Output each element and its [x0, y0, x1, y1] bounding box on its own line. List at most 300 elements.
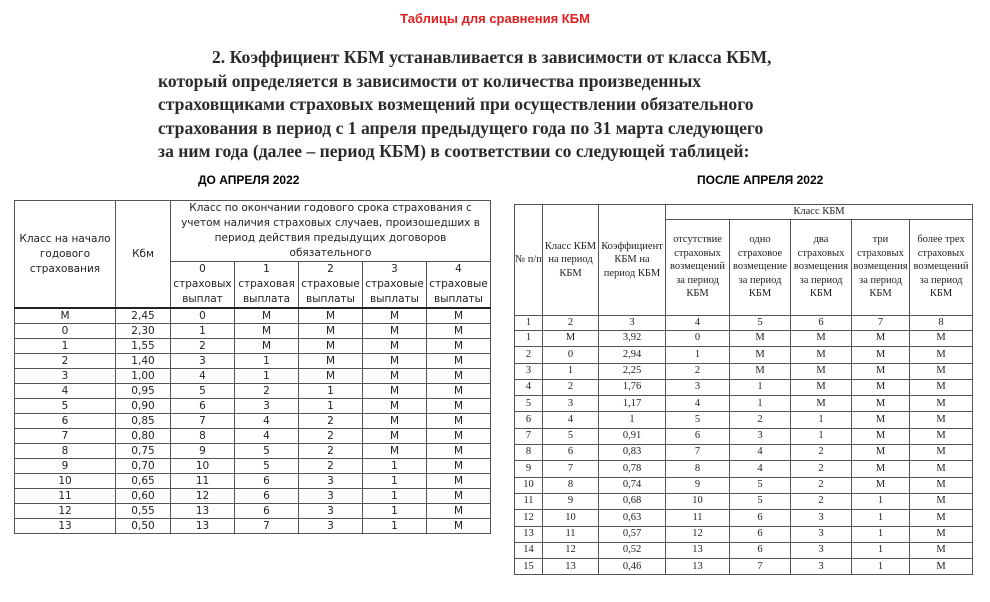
- table-cell: 11: [515, 493, 543, 509]
- table-row: [515, 347, 973, 363]
- table-cell: 3: [791, 510, 852, 526]
- table-cell: 8: [666, 461, 730, 477]
- table-cell: 1: [363, 504, 427, 519]
- table-cell: 15: [515, 559, 543, 575]
- table-cell: М: [427, 339, 491, 354]
- table-cell: М: [910, 347, 973, 363]
- table-cell: 3: [299, 489, 363, 504]
- table-cell: 5: [543, 428, 599, 444]
- table-row: [515, 363, 973, 379]
- table-cell: 0,46: [599, 559, 666, 575]
- table-cell: 10: [515, 477, 543, 493]
- table-row: [515, 379, 973, 395]
- subheader-number: 2: [327, 263, 334, 275]
- table-cell: 13: [171, 519, 235, 534]
- table-cell: 13: [666, 559, 730, 575]
- table-cell: 2: [666, 363, 730, 379]
- table-cell: 0,80: [116, 429, 171, 444]
- table-cell: 2: [515, 347, 543, 363]
- table-cell: М: [543, 331, 599, 347]
- subheader-more-than-three-claims: более трех страховых возмещений за период КБМ: [910, 219, 973, 315]
- table-cell: 4: [235, 414, 299, 429]
- table-cell: 1,17: [599, 396, 666, 412]
- table-cell: 2: [15, 354, 116, 369]
- column-number-cell: 1: [515, 315, 543, 331]
- table-cell: 8: [171, 429, 235, 444]
- table-cell: 13: [666, 542, 730, 558]
- table-cell: М: [852, 363, 910, 379]
- table-cell: 1: [791, 428, 852, 444]
- subheader-number: 3: [391, 263, 398, 275]
- table-cell: М: [852, 428, 910, 444]
- table-cell: М: [791, 347, 852, 363]
- table-cell: 0,65: [116, 474, 171, 489]
- table-cell: М: [15, 308, 116, 324]
- table-cell: М: [910, 428, 973, 444]
- table-cell: М: [427, 429, 491, 444]
- table-cell: 1,40: [116, 354, 171, 369]
- table-cell: М: [299, 324, 363, 339]
- table-cell: М: [363, 429, 427, 444]
- table-cell: 0,74: [599, 477, 666, 493]
- table-cell: 3: [299, 504, 363, 519]
- table-row: [515, 510, 973, 526]
- table-cell: 1: [852, 510, 910, 526]
- table-row: [15, 519, 491, 534]
- table-cell: 0,91: [599, 428, 666, 444]
- table-cell: 5: [235, 459, 299, 474]
- table-cell: 4: [543, 412, 599, 428]
- table-cell: 4: [15, 384, 116, 399]
- table-cell: 6: [730, 526, 791, 542]
- subheader-three-claims: три страховых возмещения за период КБМ: [852, 219, 910, 315]
- paragraph-line: страхования в период с 1 апреля предыдущего года по 31 марта следующего: [158, 117, 764, 138]
- table-cell: 1: [730, 396, 791, 412]
- table-row: [515, 412, 973, 428]
- table-cell: М: [852, 445, 910, 461]
- table-cell: М: [363, 324, 427, 339]
- table-cell: 11: [15, 489, 116, 504]
- table-cell: 3: [15, 369, 116, 384]
- kbm-table-after-april-2022: [514, 204, 973, 575]
- table-cell: М: [427, 504, 491, 519]
- table-cell: 2: [235, 384, 299, 399]
- table-cell: 10: [171, 459, 235, 474]
- table-cell: М: [791, 379, 852, 395]
- table-cell: 13: [171, 504, 235, 519]
- table-cell: 8: [543, 477, 599, 493]
- table-cell: М: [791, 396, 852, 412]
- table-cell: 11: [666, 510, 730, 526]
- table-row: [15, 308, 491, 324]
- table-cell: 4: [730, 445, 791, 461]
- table-row: [515, 461, 973, 477]
- table-cell: 6: [666, 428, 730, 444]
- table-row: [515, 559, 973, 575]
- table-cell: М: [852, 461, 910, 477]
- table-cell: 2: [543, 379, 599, 395]
- table-cell: 1: [299, 399, 363, 414]
- table-cell: 7: [666, 445, 730, 461]
- table-cell: М: [910, 493, 973, 509]
- table-cell: 12: [171, 489, 235, 504]
- table-row: [515, 542, 973, 558]
- table-cell: М: [427, 414, 491, 429]
- table-cell: 0: [543, 347, 599, 363]
- table-cell: 1: [543, 363, 599, 379]
- table-row: [15, 489, 491, 504]
- table-cell: М: [910, 379, 973, 395]
- table-cell: 9: [543, 493, 599, 509]
- table-cell: 3: [515, 363, 543, 379]
- table-cell: 2: [791, 445, 852, 461]
- table-cell: 0: [171, 308, 235, 324]
- column-header-number: № п/п: [515, 205, 543, 316]
- table-cell: 0,90: [116, 399, 171, 414]
- table-cell: 4: [171, 369, 235, 384]
- table-cell: 9: [515, 461, 543, 477]
- table-cell: 2,45: [116, 308, 171, 324]
- column-header-class: Класс КБМ на период КБМ: [543, 205, 599, 316]
- table-cell: 0,68: [599, 493, 666, 509]
- table-cell: 6: [515, 412, 543, 428]
- table-cell: М: [791, 331, 852, 347]
- table-cell: 8: [515, 445, 543, 461]
- table-cell: 6: [171, 399, 235, 414]
- table-cell: 9: [171, 444, 235, 459]
- column-number-cell: 7: [852, 315, 910, 331]
- table-row: [15, 504, 491, 519]
- subheader-number: 4: [455, 263, 462, 275]
- table-cell: 0,78: [599, 461, 666, 477]
- table-cell: М: [427, 459, 491, 474]
- subheader-text: страховые выплаты: [429, 278, 488, 305]
- table-cell: 0,75: [116, 444, 171, 459]
- table-row: [515, 477, 973, 493]
- table-cell: 0,95: [116, 384, 171, 399]
- table-cell: 0,70: [116, 459, 171, 474]
- table-cell: 7: [15, 429, 116, 444]
- table-cell: 11: [171, 474, 235, 489]
- table-cell: 0,83: [599, 445, 666, 461]
- table-cell: М: [427, 384, 491, 399]
- table-cell: 3: [235, 399, 299, 414]
- table-cell: 2: [791, 493, 852, 509]
- table-cell: 1: [363, 459, 427, 474]
- table-cell: 2: [299, 459, 363, 474]
- table-cell: М: [363, 354, 427, 369]
- subheader-1-payout: [235, 262, 299, 309]
- table-cell: М: [299, 339, 363, 354]
- table-cell: М: [910, 477, 973, 493]
- table-cell: М: [427, 354, 491, 369]
- table-row: [15, 384, 491, 399]
- table-cell: М: [363, 308, 427, 324]
- left-table-heading: ДО АПРЕЛЯ 2022: [198, 173, 300, 187]
- table-cell: М: [910, 363, 973, 379]
- table-cell: М: [910, 331, 973, 347]
- table-cell: 1: [235, 369, 299, 384]
- table-cell: М: [730, 331, 791, 347]
- column-number-cell: 4: [666, 315, 730, 331]
- subheader-text: страховые выплаты: [365, 278, 424, 305]
- table-cell: 13: [515, 526, 543, 542]
- table-cell: 3: [791, 542, 852, 558]
- table-cell: 1: [599, 412, 666, 428]
- page-title: Таблицы для сравнения КБМ: [400, 11, 590, 26]
- table-row: [15, 474, 491, 489]
- table-row: [515, 445, 973, 461]
- table-cell: 1: [235, 354, 299, 369]
- table-cell: 9: [15, 459, 116, 474]
- table-cell: 3: [171, 354, 235, 369]
- table-cell: 0,52: [599, 542, 666, 558]
- table-cell: 9: [666, 477, 730, 493]
- table-cell: М: [910, 510, 973, 526]
- table-cell: М: [363, 444, 427, 459]
- table-row: [515, 493, 973, 509]
- table-cell: 2: [791, 461, 852, 477]
- table-cell: М: [852, 347, 910, 363]
- table-cell: 2: [299, 444, 363, 459]
- paragraph-line: за ним года (далее – период КБМ) в соответствии со следующей таблицей:: [158, 141, 750, 161]
- column-number-row: [515, 315, 973, 331]
- table-cell: 6: [730, 542, 791, 558]
- table-cell: 13: [543, 559, 599, 575]
- table-cell: 0: [15, 324, 116, 339]
- table-cell: 6: [543, 445, 599, 461]
- subheader-text: страховая выплата: [238, 278, 295, 305]
- table-cell: 5: [171, 384, 235, 399]
- table-row: [15, 369, 491, 384]
- table-cell: 2: [791, 477, 852, 493]
- subheader-2-payouts: [299, 262, 363, 309]
- subheader-text: страховых выплат: [173, 278, 232, 305]
- table-cell: 2: [730, 412, 791, 428]
- subheader-0-payouts: [171, 262, 235, 309]
- table-cell: 1: [666, 347, 730, 363]
- table-cell: М: [427, 519, 491, 534]
- table-cell: 2,25: [599, 363, 666, 379]
- table-cell: 1: [15, 339, 116, 354]
- table-cell: 6: [15, 414, 116, 429]
- column-header-class-start: Класс на начало годового страхования: [15, 201, 116, 309]
- column-number-cell: 6: [791, 315, 852, 331]
- table-cell: 1: [852, 542, 910, 558]
- table-cell: М: [299, 308, 363, 324]
- table-cell: 0,60: [116, 489, 171, 504]
- right-table-heading: ПОСЛЕ АПРЕЛЯ 2022: [697, 173, 824, 187]
- column-number-cell: 3: [599, 315, 666, 331]
- table-cell: 5: [515, 396, 543, 412]
- table-cell: М: [235, 324, 299, 339]
- table-cell: 3: [791, 559, 852, 575]
- table-cell: 0,57: [599, 526, 666, 542]
- table-cell: М: [299, 369, 363, 384]
- table-cell: 0,63: [599, 510, 666, 526]
- table-cell: М: [910, 412, 973, 428]
- column-number-cell: 2: [543, 315, 599, 331]
- table-cell: М: [427, 444, 491, 459]
- subheader-no-claims: отсутствие страховых возмещений за период КБМ: [666, 219, 730, 315]
- table-cell: 2: [299, 414, 363, 429]
- table-row: [15, 444, 491, 459]
- table-cell: 0: [666, 331, 730, 347]
- table-cell: М: [910, 396, 973, 412]
- table-cell: М: [910, 461, 973, 477]
- table-cell: М: [730, 347, 791, 363]
- paragraph-line: 2. Коэффициент КБМ устанавливается в зависимости от класса КБМ,: [212, 47, 772, 67]
- table-cell: М: [235, 339, 299, 354]
- table-cell: 3,92: [599, 331, 666, 347]
- table-cell: 1: [299, 384, 363, 399]
- table-row: [515, 526, 973, 542]
- table-cell: 7: [730, 559, 791, 575]
- group-header-class-end: Класс по окончании годового срока страхования с учетом наличия страховых случаев, произошедших в период действия предыдущих договоров обязательного: [171, 201, 491, 262]
- table-row: [515, 396, 973, 412]
- table-cell: 1: [363, 489, 427, 504]
- table-row: [15, 414, 491, 429]
- table-cell: 12: [15, 504, 116, 519]
- table-cell: 14: [515, 542, 543, 558]
- table-cell: 3: [666, 379, 730, 395]
- column-number-cell: 8: [910, 315, 973, 331]
- table-cell: 4: [235, 429, 299, 444]
- table-cell: 1: [363, 474, 427, 489]
- table-row: [15, 324, 491, 339]
- table-cell: 2: [171, 339, 235, 354]
- table-cell: 10: [15, 474, 116, 489]
- table-cell: 1: [852, 493, 910, 509]
- table-row: [15, 429, 491, 444]
- subheader-one-claim: одно страховое возмещение за период КБМ: [730, 219, 791, 315]
- table-row: [15, 354, 491, 369]
- table-cell: М: [910, 542, 973, 558]
- table-cell: 1,00: [116, 369, 171, 384]
- table-cell: М: [427, 474, 491, 489]
- table-cell: 1: [363, 519, 427, 534]
- table-cell: 6: [235, 474, 299, 489]
- table-cell: М: [363, 384, 427, 399]
- table-cell: 5: [730, 477, 791, 493]
- table-cell: 7: [515, 428, 543, 444]
- table-cell: 7: [171, 414, 235, 429]
- column-header-coefficient: Коэффициент КБМ на период КБМ: [599, 205, 666, 316]
- table-cell: 4: [515, 379, 543, 395]
- column-number-cell: 5: [730, 315, 791, 331]
- table-cell: 2,30: [116, 324, 171, 339]
- table-cell: 10: [543, 510, 599, 526]
- table-cell: М: [852, 331, 910, 347]
- table-row: [15, 399, 491, 414]
- table-cell: 8: [15, 444, 116, 459]
- table-cell: М: [427, 489, 491, 504]
- paragraph-line: страховщиками страховых возмещений при осуществлении обязательного: [158, 94, 754, 114]
- table-cell: М: [299, 354, 363, 369]
- table-row: [15, 459, 491, 474]
- table-cell: 11: [543, 526, 599, 542]
- table-cell: 10: [666, 493, 730, 509]
- table-cell: 13: [15, 519, 116, 534]
- table-cell: М: [363, 369, 427, 384]
- subheader-two-claims: два страховых возмещения за период КБМ: [791, 219, 852, 315]
- group-header-class-kbm: Класс КБМ: [666, 205, 973, 220]
- table-cell: 7: [543, 461, 599, 477]
- table-cell: 5: [730, 493, 791, 509]
- table-cell: М: [730, 363, 791, 379]
- table-cell: 2,94: [599, 347, 666, 363]
- table-cell: М: [427, 399, 491, 414]
- table-cell: 2: [299, 429, 363, 444]
- table-cell: 12: [666, 526, 730, 542]
- table-cell: М: [852, 396, 910, 412]
- table-cell: М: [427, 324, 491, 339]
- table-cell: М: [363, 339, 427, 354]
- table-cell: М: [363, 414, 427, 429]
- subheader-number: 1: [263, 263, 270, 275]
- table-cell: 0,55: [116, 504, 171, 519]
- table-cell: 1: [791, 412, 852, 428]
- table-cell: 3: [791, 526, 852, 542]
- regulation-paragraph: [158, 46, 888, 164]
- kbm-table-before-april-2022: [14, 200, 491, 534]
- table-cell: 1: [852, 559, 910, 575]
- subheader-4-payouts: [427, 262, 491, 309]
- table-cell: 1: [171, 324, 235, 339]
- table-cell: М: [235, 308, 299, 324]
- table-cell: 0,50: [116, 519, 171, 534]
- subheader-text: страховые выплаты: [301, 278, 360, 305]
- table-cell: М: [910, 526, 973, 542]
- table-cell: 5: [235, 444, 299, 459]
- table-cell: 4: [666, 396, 730, 412]
- table-cell: М: [852, 412, 910, 428]
- table-cell: 1: [515, 331, 543, 347]
- table-cell: 0,85: [116, 414, 171, 429]
- table-cell: 3: [299, 519, 363, 534]
- table-cell: 4: [730, 461, 791, 477]
- paragraph-line: который определяется в зависимости от количества произведенных: [158, 70, 702, 91]
- table-cell: 1,76: [599, 379, 666, 395]
- table-cell: М: [427, 369, 491, 384]
- table-row: [515, 428, 973, 444]
- table-cell: М: [852, 477, 910, 493]
- table-cell: М: [910, 559, 973, 575]
- table-cell: 12: [543, 542, 599, 558]
- table-cell: 6: [730, 510, 791, 526]
- table-cell: 1: [730, 379, 791, 395]
- table-cell: 6: [235, 489, 299, 504]
- table-cell: 7: [235, 519, 299, 534]
- table-row: [515, 331, 973, 347]
- subheader-3-payouts: [363, 262, 427, 309]
- table-cell: 3: [543, 396, 599, 412]
- table-cell: М: [363, 399, 427, 414]
- table-row: [15, 339, 491, 354]
- table-cell: М: [852, 379, 910, 395]
- column-header-kbm: Кбм: [116, 201, 171, 309]
- table-cell: 3: [730, 428, 791, 444]
- table-cell: М: [427, 308, 491, 324]
- table-cell: 3: [299, 474, 363, 489]
- subheader-number: 0: [199, 263, 206, 275]
- table-cell: М: [910, 445, 973, 461]
- table-cell: 5: [15, 399, 116, 414]
- table-cell: 6: [235, 504, 299, 519]
- table-cell: 1,55: [116, 339, 171, 354]
- table-cell: М: [791, 363, 852, 379]
- table-cell: 5: [666, 412, 730, 428]
